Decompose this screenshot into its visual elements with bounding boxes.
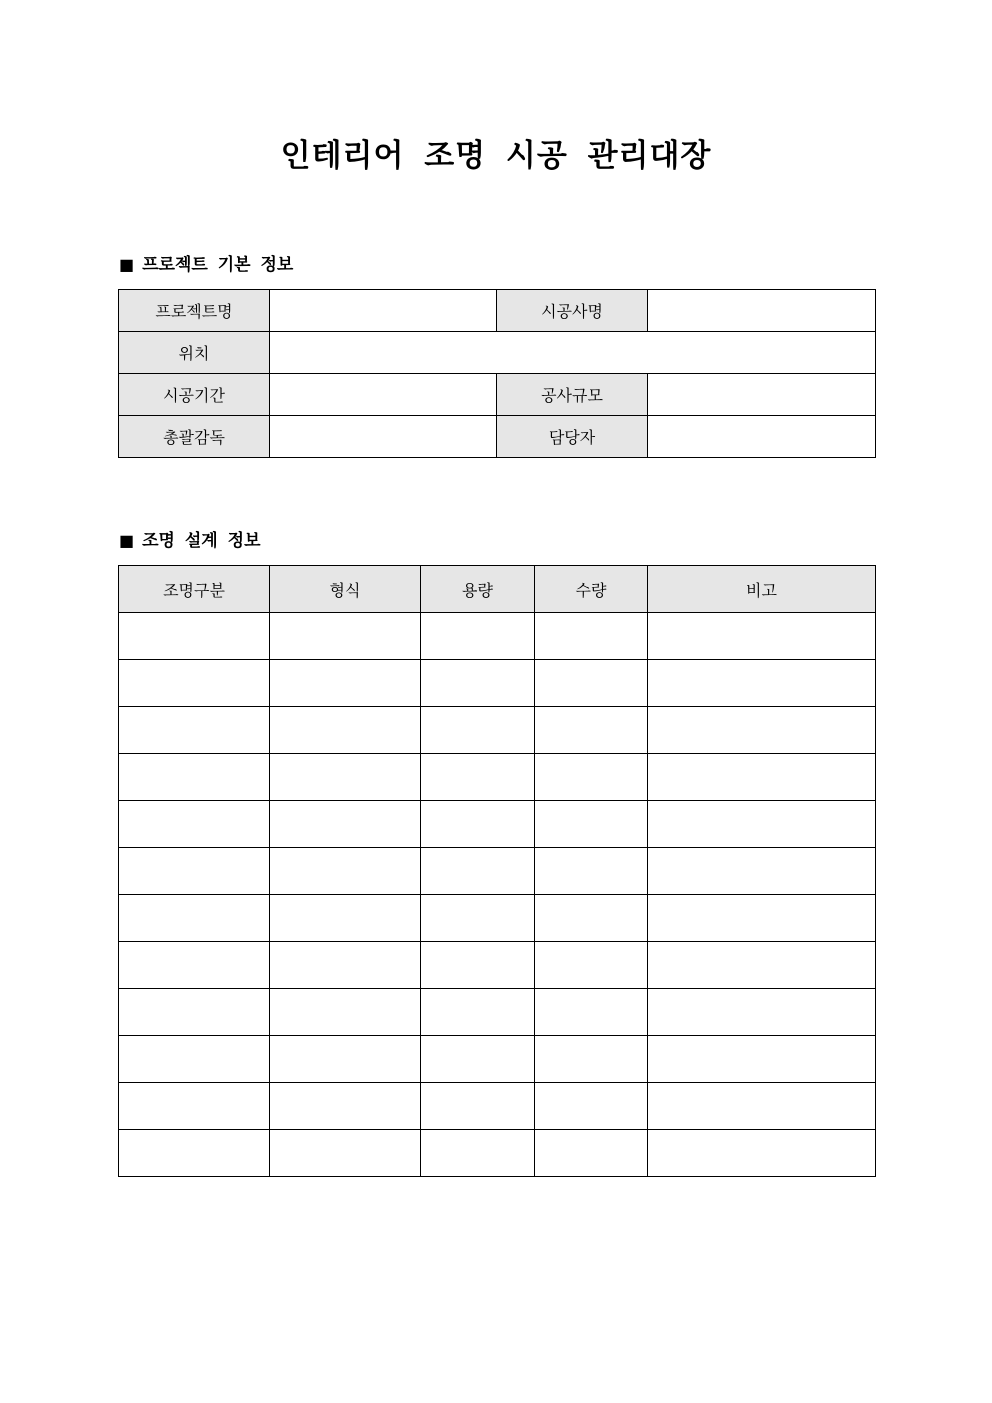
table-row bbox=[119, 754, 876, 801]
design-info-heading-text: 조명 설계 정보 bbox=[142, 531, 261, 551]
remarks-cell[interactable] bbox=[648, 942, 876, 989]
quantity-cell[interactable] bbox=[535, 801, 648, 848]
model-cell[interactable] bbox=[270, 1130, 421, 1177]
lighting-type-cell[interactable] bbox=[119, 660, 270, 707]
document-title: 인테리어 조명 시공 관리대장 bbox=[280, 138, 712, 174]
supervisor-label: 총괄감독 bbox=[119, 416, 270, 458]
model-cell[interactable] bbox=[270, 848, 421, 895]
table-row bbox=[119, 707, 876, 754]
remarks-cell[interactable] bbox=[648, 989, 876, 1036]
remarks-cell[interactable] bbox=[648, 1036, 876, 1083]
quantity-cell[interactable] bbox=[535, 660, 648, 707]
quantity-cell[interactable] bbox=[535, 942, 648, 989]
quantity-cell[interactable] bbox=[535, 1083, 648, 1130]
square-bullet-icon: ■ bbox=[119, 531, 135, 550]
location-field[interactable] bbox=[270, 332, 876, 374]
column-header-capacity: 용량 bbox=[421, 566, 535, 613]
model-cell[interactable] bbox=[270, 660, 421, 707]
location-label: 위치 bbox=[119, 332, 270, 374]
remarks-cell[interactable] bbox=[648, 613, 876, 660]
capacity-cell[interactable] bbox=[421, 1036, 535, 1083]
square-bullet-icon: ■ bbox=[119, 255, 135, 274]
project-name-field[interactable] bbox=[270, 290, 497, 332]
capacity-cell[interactable] bbox=[421, 1083, 535, 1130]
lighting-type-cell[interactable] bbox=[119, 1083, 270, 1130]
capacity-cell[interactable] bbox=[421, 1130, 535, 1177]
column-header-model: 형식 bbox=[270, 566, 421, 613]
lighting-type-cell[interactable] bbox=[119, 848, 270, 895]
period-label: 시공기간 bbox=[119, 374, 270, 416]
project-info-heading bbox=[119, 253, 293, 277]
lighting-type-cell[interactable] bbox=[119, 754, 270, 801]
remarks-cell[interactable] bbox=[648, 1083, 876, 1130]
capacity-cell[interactable] bbox=[421, 660, 535, 707]
contractor-field[interactable] bbox=[648, 290, 876, 332]
model-cell[interactable] bbox=[270, 1036, 421, 1083]
remarks-cell[interactable] bbox=[648, 895, 876, 942]
model-cell[interactable] bbox=[270, 707, 421, 754]
lighting-type-cell[interactable] bbox=[119, 895, 270, 942]
lighting-type-cell[interactable] bbox=[119, 989, 270, 1036]
lighting-design-table bbox=[118, 565, 876, 1177]
project-info-row bbox=[119, 374, 876, 416]
quantity-cell[interactable] bbox=[535, 895, 648, 942]
manager-label: 담당자 bbox=[497, 416, 648, 458]
quantity-cell[interactable] bbox=[535, 754, 648, 801]
remarks-cell[interactable] bbox=[648, 848, 876, 895]
model-cell[interactable] bbox=[270, 801, 421, 848]
table-row bbox=[119, 1083, 876, 1130]
capacity-cell[interactable] bbox=[421, 613, 535, 660]
remarks-cell[interactable] bbox=[648, 754, 876, 801]
capacity-cell[interactable] bbox=[421, 707, 535, 754]
model-cell[interactable] bbox=[270, 942, 421, 989]
project-info-heading-text: 프로젝트 기본 정보 bbox=[142, 255, 294, 275]
project-name-label: 프로젝트명 bbox=[119, 290, 270, 332]
project-info-row bbox=[119, 290, 876, 332]
capacity-cell[interactable] bbox=[421, 801, 535, 848]
table-row bbox=[119, 1036, 876, 1083]
project-info-table bbox=[118, 289, 876, 458]
table-row bbox=[119, 848, 876, 895]
contractor-label: 시공사명 bbox=[497, 290, 648, 332]
quantity-cell[interactable] bbox=[535, 1036, 648, 1083]
lighting-type-cell[interactable] bbox=[119, 707, 270, 754]
table-row bbox=[119, 660, 876, 707]
lighting-type-cell[interactable] bbox=[119, 1130, 270, 1177]
table-row bbox=[119, 989, 876, 1036]
quantity-cell[interactable] bbox=[535, 848, 648, 895]
table-row bbox=[119, 942, 876, 989]
lighting-type-cell[interactable] bbox=[119, 942, 270, 989]
table-row bbox=[119, 895, 876, 942]
remarks-cell[interactable] bbox=[648, 660, 876, 707]
lighting-type-cell[interactable] bbox=[119, 613, 270, 660]
table-row bbox=[119, 801, 876, 848]
capacity-cell[interactable] bbox=[421, 848, 535, 895]
design-table-body bbox=[119, 613, 876, 1177]
remarks-cell[interactable] bbox=[648, 707, 876, 754]
project-info-row bbox=[119, 332, 876, 374]
scale-field[interactable] bbox=[648, 374, 876, 416]
column-header-remarks: 비고 bbox=[648, 566, 876, 613]
quantity-cell[interactable] bbox=[535, 1130, 648, 1177]
table-row bbox=[119, 613, 876, 660]
table-row bbox=[119, 1130, 876, 1177]
design-header-row bbox=[119, 566, 876, 613]
quantity-cell[interactable] bbox=[535, 989, 648, 1036]
model-cell[interactable] bbox=[270, 613, 421, 660]
capacity-cell[interactable] bbox=[421, 895, 535, 942]
capacity-cell[interactable] bbox=[421, 989, 535, 1036]
capacity-cell[interactable] bbox=[421, 942, 535, 989]
period-field[interactable] bbox=[270, 374, 497, 416]
remarks-cell[interactable] bbox=[648, 801, 876, 848]
model-cell[interactable] bbox=[270, 895, 421, 942]
project-info-row bbox=[119, 416, 876, 458]
capacity-cell[interactable] bbox=[421, 754, 535, 801]
lighting-type-cell[interactable] bbox=[119, 801, 270, 848]
manager-field[interactable] bbox=[648, 416, 876, 458]
supervisor-field[interactable] bbox=[270, 416, 497, 458]
scale-label: 공사규모 bbox=[497, 374, 648, 416]
model-cell[interactable] bbox=[270, 989, 421, 1036]
model-cell[interactable] bbox=[270, 1083, 421, 1130]
model-cell[interactable] bbox=[270, 754, 421, 801]
lighting-type-cell[interactable] bbox=[119, 1036, 270, 1083]
remarks-cell[interactable] bbox=[648, 1130, 876, 1177]
quantity-cell[interactable] bbox=[535, 613, 648, 660]
column-header-quantity: 수량 bbox=[535, 566, 648, 613]
design-info-heading bbox=[119, 529, 261, 553]
quantity-cell[interactable] bbox=[535, 707, 648, 754]
column-header-lighting-type: 조명구분 bbox=[119, 566, 270, 613]
